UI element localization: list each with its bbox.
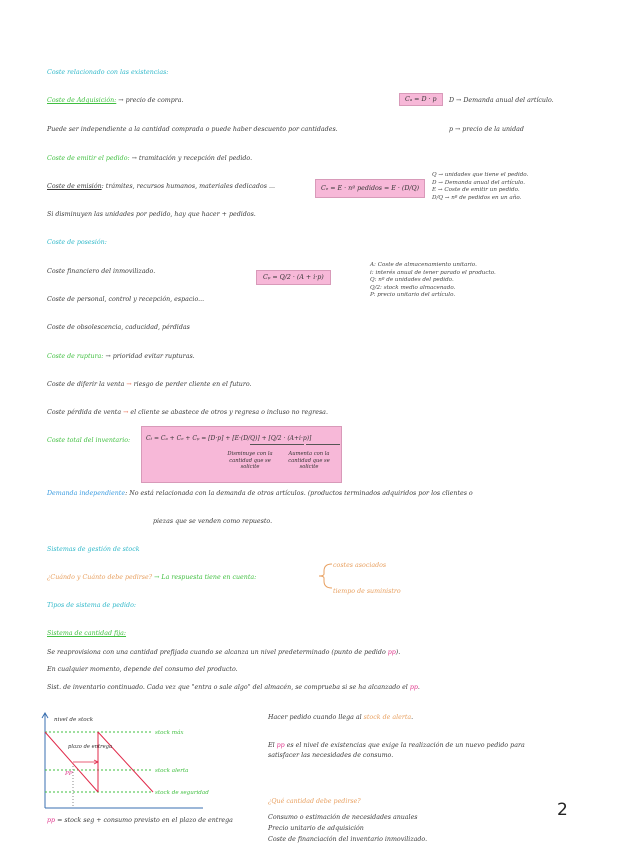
emitir-line <box>47 154 252 163</box>
formula-cp: Cₚ = Q/2 · (A + i·p) <box>263 274 324 281</box>
pp-label: pp <box>409 684 418 691</box>
reaprovisiona-line <box>47 648 400 657</box>
emision-line <box>47 182 275 191</box>
pp-graph-label: PP <box>65 771 73 777</box>
formula-ca: Cₐ = D · p <box>405 96 437 103</box>
diferir-line <box>47 380 252 389</box>
stock-max-label: stock máx <box>155 730 184 736</box>
emision-text: : trámites, recursos humanos, materiales dedicados ... <box>101 183 275 190</box>
formula-ce-box <box>315 179 425 198</box>
y-axis-label: nivel de stock <box>54 717 94 723</box>
ct-bracket-right <box>306 444 340 445</box>
stock-alerta-label: stock alerta <box>155 768 189 774</box>
note-p: P: precio unitario del artículo. <box>370 292 456 299</box>
cuando-line <box>47 573 256 582</box>
reaprovisiona-end: ). <box>395 649 401 656</box>
disminuyen-line: Si disminuyen las unidades por pedido, hay que hacer + pedidos. <box>47 211 256 218</box>
demanda-label: Demanda independiente <box>47 490 126 497</box>
formula-ct: Cₜ = Cₐ + Cₑ + Cₚ = [D·p] + [E·(D/Q)] + [Q/2 · (A+i·p)] <box>146 435 312 442</box>
ruptura-line <box>47 352 195 361</box>
d-definition: D → Demanda anual del artículo. <box>449 97 554 104</box>
formula-cp-box <box>256 270 331 285</box>
financiacion-line: Coste de financiación del inventario inmovilizado. <box>268 836 428 843</box>
consumption-line-2 <box>98 732 153 792</box>
pp-def-start: El <box>268 742 277 749</box>
plazo-label: plazo de entrega <box>68 744 113 750</box>
note-q: Q → unidades que tiene el pedido. <box>432 172 529 178</box>
formula-ca-box <box>399 93 443 106</box>
page-number: 2 <box>557 800 568 820</box>
emision-label: Coste de emisión <box>47 183 102 190</box>
continuado-line <box>47 683 420 692</box>
adquisicion-line <box>47 96 184 105</box>
pp-label: pp <box>276 742 285 749</box>
emitir-label: Coste de emitir el pedido: <box>47 155 130 162</box>
ct-note-disminuye: Disminuye con la cantidad que se solicite <box>227 451 273 470</box>
stock-seguridad-label: stock de seguridad <box>155 790 209 796</box>
hacer-pedido-end: . <box>411 714 414 721</box>
formula-ce: Cₑ = E · nº pedidos = E · (D/Q) <box>321 185 420 192</box>
ct-bracket-left <box>250 444 304 445</box>
reaprovisiona-text: Se reaprovisiona con una cantidad prefijada cuando se alcanza un nivel predeterminado (punto de pedido <box>47 649 388 656</box>
note-a: A: Coste de almacenamiento unitario. <box>370 262 477 268</box>
emitir-text: → tramitación y recepción del pedido. <box>129 155 253 162</box>
personal-line: Coste de personal, control y recepción, espacio... <box>47 296 205 303</box>
diferir-text: riesgo de perder cliente en el futuro. <box>131 381 252 388</box>
adquisicion-label: Coste de Adquisición: <box>47 97 117 104</box>
hacer-pedido-text: Hacer pedido cuando llega al <box>268 714 364 721</box>
note-e: E → Coste de emitir un pedido. <box>432 187 520 194</box>
arrow-icon: → <box>123 409 129 416</box>
continuado-end: . <box>417 684 420 691</box>
independiente-line: Puede ser independiente a la cantidad comprada o puede haber descuento por cantidades. <box>47 126 338 133</box>
stock-graph <box>38 710 238 810</box>
consumo-line: Consumo o estimación de necesidades anuales <box>268 814 418 821</box>
note-i: i: interés anual de tener parado el producto. <box>370 269 496 276</box>
perdida-text: el cliente se abastece de otros y regresa o incluso no regresa. <box>128 409 328 416</box>
note-q-half: Q/2: stock medio almacenado. <box>370 284 456 291</box>
tiempo-suministro: tiempo de suministro <box>333 588 401 595</box>
pp-def-text: es el nivel de existencias que exige la realización de un nuevo pedido para <box>284 742 525 749</box>
demanda-line <box>47 489 473 498</box>
respuesta-text: → La respuesta tiene en cuenta: <box>152 574 257 581</box>
perdida-label: Coste pérdida de venta <box>47 409 124 416</box>
financiero-line: Coste financiero del inmovilizado. <box>47 268 156 275</box>
obsolescencia-line: Coste de obsolescencia, caducidad, pérdidas <box>47 324 190 331</box>
hacer-pedido-line <box>268 713 413 722</box>
costes-asociados: costes asociados <box>333 562 387 569</box>
ct-note-aumenta: Aumenta con la cantidad que se solicite <box>288 451 330 470</box>
note-q2: Q: nº de unidades del pedido. <box>370 277 454 284</box>
note-d: D → Demanda anual del artículo. <box>432 179 525 186</box>
tipos-title: Tipos de sistema de pedido: <box>47 602 136 609</box>
satisfacer-line: satisfacer las necesidades de consumo. <box>268 752 394 759</box>
ruptura-label: Coste de ruptura: <box>47 353 104 360</box>
precio-line: Precio unitario de adquisición <box>268 825 364 832</box>
brace-icon <box>314 561 334 591</box>
formula-ct-box <box>141 426 342 483</box>
pp-formula-line <box>47 816 233 825</box>
demanda-text: : No está relacionada con la demanda de otros artículos. (productos terminados adquiridos por los clientes o <box>125 490 473 497</box>
adquisicion-text: → precio de compra. <box>116 97 184 104</box>
sistemas-title: Sistemas de gestión de stock <box>47 546 140 553</box>
diferir-label: Coste de diferir la venta <box>47 381 127 388</box>
que-cantidad-question: ¿Qué cantidad debe pedirse? <box>268 798 361 805</box>
pp-label: pp <box>47 817 56 824</box>
pp-label: pp <box>387 649 396 656</box>
cantidad-fija-title: Sistema de cantidad fija: <box>47 630 127 637</box>
pp-definition-line <box>268 741 525 750</box>
section-title-costes: Coste relacionado con las existencias: <box>47 69 169 76</box>
repuesto-line: piezas que se venden como repuesto. <box>153 518 273 525</box>
emision-notes <box>432 172 528 202</box>
posesion-notes <box>370 262 496 300</box>
posesion-title: Coste de posesión: <box>47 239 107 246</box>
p-definition: p → precio de la unidad <box>449 126 524 133</box>
ruptura-text: → prioridad evitar rupturas. <box>103 353 195 360</box>
continuado-text: Sist. de inventario continuado. Cada vez que "entra o sale algo" del almacén, se comprueba si se ha alcanzado el <box>47 684 410 691</box>
pp-formula-text: = stock seg + consumo previsto en el plazo de entrega <box>55 817 233 824</box>
stock-alerta-term: stock de alerta <box>363 714 412 721</box>
cualquier-line: En cualquier momento, depende del consumo del producto. <box>47 666 238 673</box>
perdida-line <box>47 408 328 417</box>
note-dq: D/Q → nº de pedidos en un año. <box>432 194 522 201</box>
arrow-icon: → <box>126 381 132 388</box>
coste-total-label: Coste total del inventario: <box>47 437 131 444</box>
cuando-question: ¿Cuándo y Cuánto debe pedirse? <box>47 574 153 581</box>
